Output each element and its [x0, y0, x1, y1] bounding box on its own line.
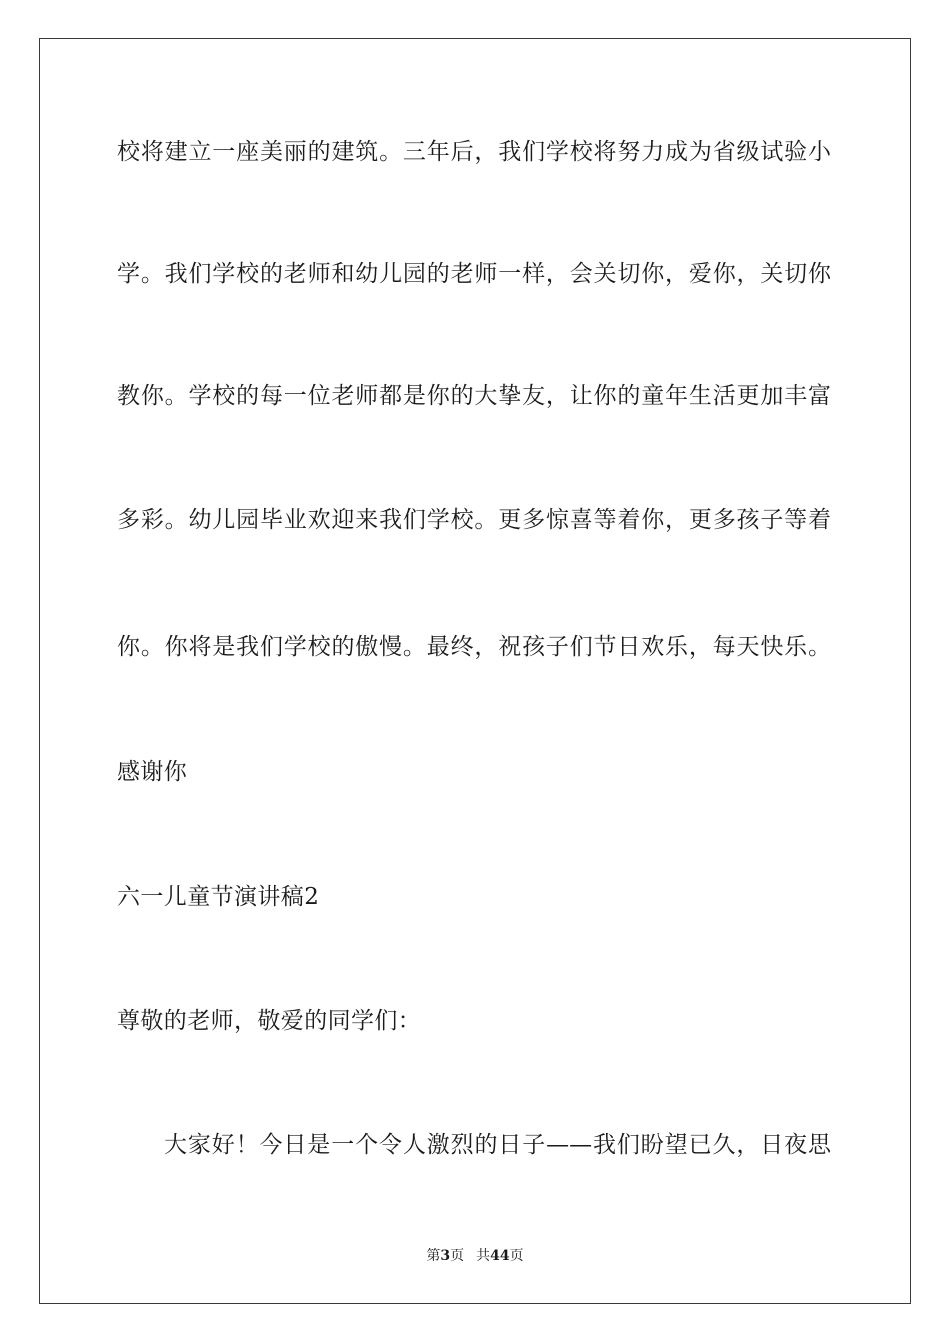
body-line-2: 学。我们学校的老师和幼儿园的老师一样，会关切你，爱你，关切你 — [117, 261, 831, 287]
total-pages: 44 — [490, 1248, 510, 1264]
body-line-3: 教你。学校的每一位老师都是你的大挚友，让你的童年生活更加丰富 — [117, 383, 831, 409]
page-footer — [0, 1247, 950, 1265]
paragraph-start-line: 大家好！今日是一个令人激烈的日子——我们盼望已久，日夜思 — [164, 1132, 831, 1158]
body-line-1: 校将建立一座美丽的建筑。三年后，我们学校将努力成为省级试验小 — [117, 139, 831, 165]
total-suffix: 页 — [509, 1248, 524, 1264]
page-suffix: 页 — [450, 1248, 465, 1264]
body-line-4: 多彩。幼儿园毕业欢迎来我们学校。更多惊喜等着你，更多孩子等着 — [117, 507, 831, 533]
salutation: 尊敬的老师，敬爱的同学们： — [117, 1008, 422, 1034]
page-border — [39, 38, 911, 1304]
total-prefix: 共 — [476, 1248, 491, 1264]
section-title: 六一儿童节演讲稿2 — [117, 884, 320, 910]
body-line-5: 你。你将是我们学校的傲慢。最终，祝孩子们节日欢乐，每天快乐。 — [117, 634, 831, 660]
closing-line: 感谢你 — [117, 759, 188, 785]
page-number: 3 — [440, 1248, 451, 1264]
page-prefix: 第 — [426, 1248, 441, 1264]
